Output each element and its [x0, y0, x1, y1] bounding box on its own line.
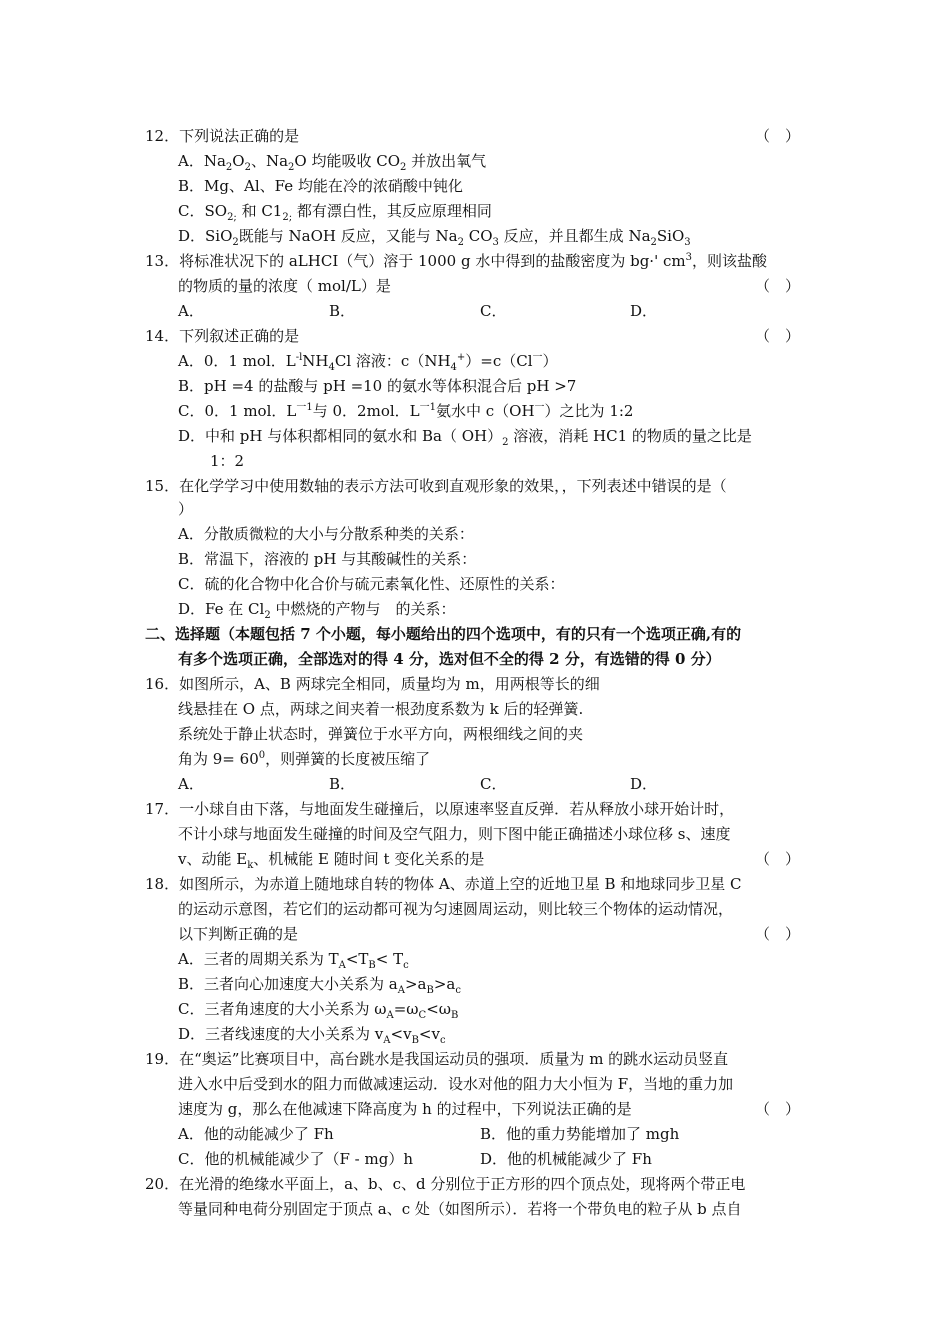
q16-stem-line3: 系统处于静止状态时，弹簧位于水平方向，两根细线之间的夹: [178, 725, 584, 743]
q18-answer-paren: （ ）: [755, 925, 801, 943]
q17-stem-line2: 不计小球与地面发生碰撞的时间及空气阻力，则下图中能正确描述小球位移 s、速度: [178, 825, 731, 843]
q15-stem-line2: ）: [178, 500, 194, 518]
section2-heading-line2: 有多个选项正确，全部选对的得 4 分，选对但不全的得 2 分，有选错的得 0 分）: [178, 650, 721, 668]
section2-heading-line1: 二、选择题（本题包括 7 个小题，每小题给出的四个选项中，有的只有一个选项正确,有的: [145, 625, 742, 643]
q14-option-a: A．0．1 mol．$L^{-l}NH_4Cl$ 溶液：$c(NH_4^+)=c(Cl^一)$: [178, 352, 558, 373]
q19-answer-paren: （ ）: [755, 1100, 801, 1118]
q13-answer-paren: （ ）: [755, 277, 801, 295]
q14-stem: 14．下列叙述正确的是: [145, 327, 300, 345]
q15-option-b: B．常温下，溶液的 pH 与其酸碱性的关系：: [178, 550, 477, 568]
q14-answer-paren: （ ）: [755, 327, 801, 345]
q17-answer-paren: （ ）: [755, 850, 801, 868]
q18-stem-line1: 18．如图所示，为赤道上随地球自转的物体 A、赤道上空的近地卫星 B 和地球同步卫星 C: [145, 875, 742, 893]
q15-option-a: A．分散质微粒的大小与分散系种类的关系：: [178, 525, 474, 543]
q12-answer-paren: （ ）: [755, 127, 801, 145]
q12-option-b: B．Mg、Al、Fe 均能在冷的浓硝酸中钝化: [178, 177, 463, 195]
q12-option-d: D．SiO$_2$既能与 NaOH 反应，又能与 $Na_2$ $CO_3$ 反应，并且都生成 $Na_2SiO_3$: [178, 227, 691, 248]
q13-option-b: B．: [329, 302, 356, 320]
q18-stem-line3: 以下判断正确的是: [178, 925, 299, 943]
q19-stem-line1: 19．在“奥运”比赛项目中，高台跳水是我国运动员的强项．质量为 m 的跳水运动员竖直: [145, 1050, 729, 1068]
q18-option-c: C．三者角速度的大小关系为 $\omega_A=\omega_C<\omega_B$: [178, 1000, 459, 1021]
q19-option-a: A．他的动能减少了 Fh: [178, 1125, 334, 1143]
q19-stem-line3: 速度为 g，那么在他减速下降高度为 h 的过程中，下列说法正确的是: [178, 1100, 632, 1118]
q15-option-c: C．硫的化合物中化合价与硫元素氧化性、还原性的关系：: [178, 575, 565, 593]
q19-option-d: D．他的机械能减少了 Fh: [480, 1150, 652, 1168]
q14-option-c: C．0．1 mol．$L^{一1}$与 0．2mol．$L^{一1}$氨水中 $c(OH^一)$之比为 1:2: [178, 402, 634, 420]
q13-option-d: D．: [630, 302, 658, 320]
q13-option-a: A．: [178, 302, 204, 320]
q13-option-c: C．: [480, 302, 507, 320]
q12-stem: 12．下列说法正确的是: [145, 127, 300, 145]
q16-stem-line4: 角为 $9= 60^0$，则弹簧的长度被压缩了: [178, 750, 431, 768]
q14-option-b: B．pH =4 的盐酸与 pH =10 的氨水等体积混合后 pH >7: [178, 377, 577, 395]
q12-option-a: A．$Na_2O_2$、$Na_2O$ 均能吸收 $CO_2$ 并放出氧气: [178, 152, 487, 173]
q20-stem-line1: 20．在光滑的绝缘水平面上，a、b、c、d 分别位于正方形的四个顶点处，现将两个带正电: [145, 1175, 746, 1193]
q18-stem-line2: 的运动示意图，若它们的运动都可视为匀速圆周运动，则比较三个物体的运动情况，: [178, 900, 734, 918]
q12-option-c: C．$SO_{2;}$ 和 $C1_{2;}$ 都有漂白性，其反应原理相同: [178, 202, 492, 223]
q16-stem-line2: 线悬挂在 O 点，两球之间夹着一根劲度系数为 k 后的轻弹簧.: [178, 700, 584, 718]
q15-option-d: D．Fe 在 $Cl_2$ 中燃烧的产物与 的关系：: [178, 600, 456, 621]
q19-stem-line2: 进入水中后受到水的阻力而做减速运动．设水对他的阻力大小恒为 F，当地的重力加: [178, 1075, 734, 1093]
q16-option-a: A．: [178, 775, 204, 793]
q14-option-d-line1: D．中和 pH 与体积都相同的氨水和 Ba（ $OH)_2$ 溶液，消耗 HC1 的物质的量之比是: [178, 427, 752, 448]
q13-stem-line2: 的物质的量的浓度（ mol/L）是: [178, 277, 391, 295]
q19-option-c: C．他的机械能减少了（F - mg）h: [178, 1150, 413, 1168]
q19-option-b: B．他的重力势能增加了 mgh: [480, 1125, 680, 1143]
q16-option-b: B．: [329, 775, 356, 793]
q18-option-b: B．三者向心加速度大小关系为 $a_A>a_B>a_c$: [178, 975, 461, 996]
q14-option-d-line2: 1：2: [210, 452, 245, 470]
q17-stem-line3: v、动能 $E_k$、机械能 E 随时间 t 变化关系的是: [178, 850, 485, 871]
q15-stem-line1: 15．在化学学习中使用数轴的表示方法可收到直观形象的效果，，下列表述中错误的是（: [145, 477, 727, 495]
q16-option-d: D．: [630, 775, 658, 793]
q18-option-a: A．三者的周期关系为 $T_A<T_B< T_c$: [178, 950, 409, 971]
q20-stem-line2: 等量同种电荷分别固定于顶点 a、c 处（如图所示）．若将一个带负电的粒子从 b 点自: [178, 1200, 742, 1218]
q13-stem-line1: 13．将标准状况下的 aLHCI（气）溶于 1000 g 水中得到的盐酸密度为 bg·' $cm^3$，则该盐酸: [145, 252, 767, 270]
q16-option-c: C．: [480, 775, 507, 793]
q17-stem-line1: 17．一小球自由下落，与地面发生碰撞后，以原速率竖直反弹．若从释放小球开始计时，: [145, 800, 735, 818]
q16-stem-line1: 16．如图所示，A、B 两球完全相同，质量均为 m，用两根等长的细: [145, 675, 600, 693]
q18-option-d: D．三者线速度的大小关系为 $v_A<v_B<v_c$: [178, 1025, 446, 1046]
